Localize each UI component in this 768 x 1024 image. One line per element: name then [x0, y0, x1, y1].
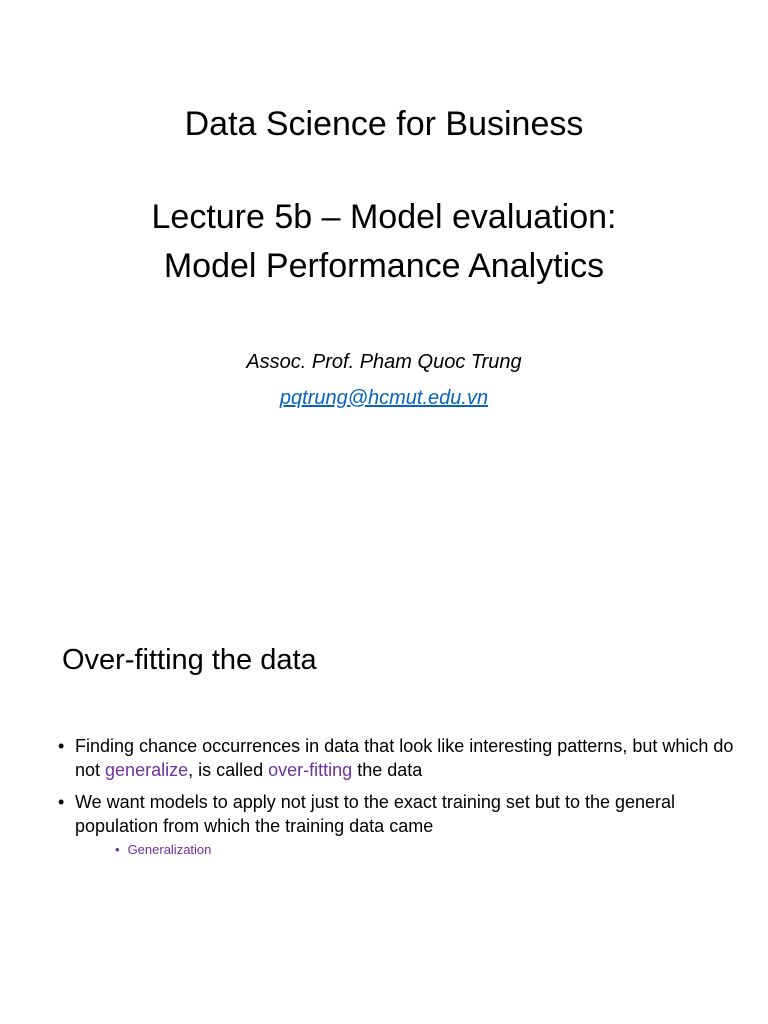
lecture-title-line-2: Model Performance Analytics	[163, 247, 605, 285]
lecture-title-line-1: Lecture 5b – Model evaluation:	[151, 198, 617, 236]
term-over-fitting: over-fitting	[268, 760, 353, 780]
bullet-icon: •	[115, 842, 120, 857]
sub-bullet-text: Generalization	[127, 842, 212, 857]
sub-bullet	[115, 842, 211, 858]
email-link[interactable]: pqtrung@hcmut.edu.vn	[279, 387, 489, 409]
bullet-list	[58, 734, 738, 846]
bullet-icon: •	[58, 736, 65, 756]
author-name: Assoc. Prof. Pham Quoc Trung	[246, 351, 522, 373]
email-line	[0, 386, 768, 410]
bullet-item	[58, 790, 738, 838]
overfitting-slide	[0, 512, 768, 1024]
bullet-text: Finding chance occurrences in data that look like interesting patterns, but which do not	[75, 736, 734, 780]
bullet-text: , is called	[188, 760, 269, 780]
bullet-item	[58, 734, 738, 782]
slide-title: Over-fitting the data	[62, 644, 317, 676]
term-generalize: generalize	[105, 760, 189, 780]
bullet-text: We want models to apply not just to the exact training set but to the general population from which the training data came	[75, 792, 676, 836]
bullet-text: the data	[352, 760, 423, 780]
bullet-icon: •	[58, 792, 65, 812]
course-title: Data Science for Business	[184, 105, 584, 143]
